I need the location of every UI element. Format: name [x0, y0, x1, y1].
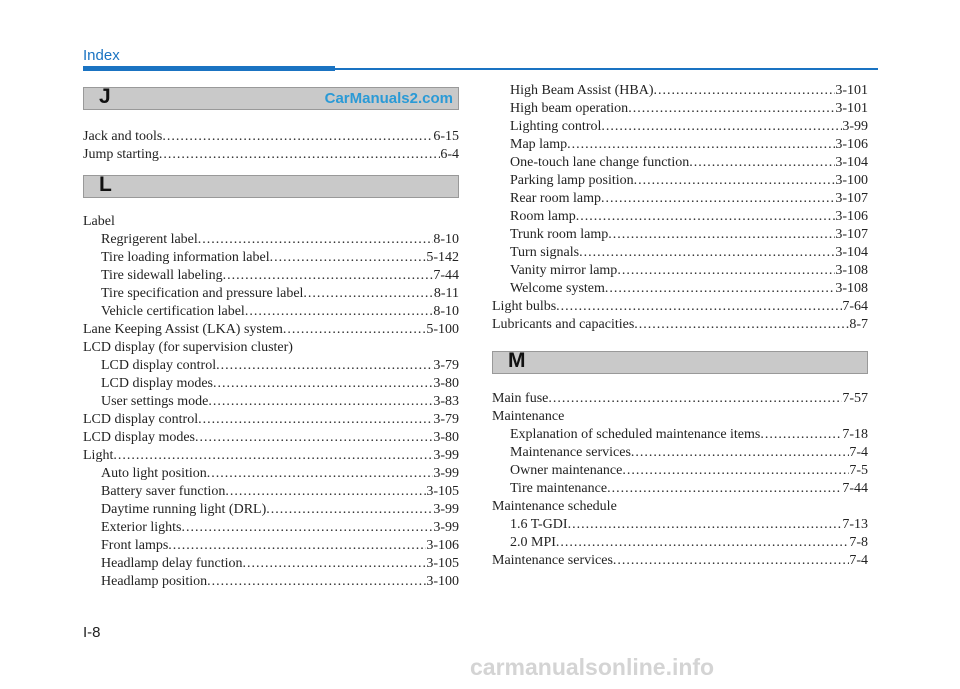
index-subentry	[101, 285, 459, 303]
leader-dots	[568, 516, 843, 534]
leader-dots	[689, 154, 835, 172]
entry-text: User settings mode	[101, 394, 209, 409]
index-entry	[83, 411, 459, 429]
entry-page: 3-79	[433, 358, 459, 373]
entry-page: 8-11	[433, 286, 459, 301]
index-subentry	[510, 82, 868, 100]
index-subentry	[101, 231, 459, 249]
index-subentry	[101, 375, 459, 393]
section-letter: J	[99, 85, 111, 108]
entry-page: 3-100	[426, 574, 459, 589]
entry-page: 3-80	[433, 376, 459, 391]
entry-page: 3-104	[835, 245, 868, 260]
leader-dots	[213, 375, 433, 393]
footer-watermark: carmanualsonline.info	[470, 654, 715, 680]
index-entry	[83, 213, 115, 231]
leader-dots	[283, 321, 426, 339]
entry-text: LCD display modes	[101, 376, 213, 391]
entry-page: 3-99	[433, 448, 459, 463]
entry-text: Lighting control	[510, 119, 602, 134]
index-subentry	[510, 208, 868, 226]
leader-dots	[208, 393, 433, 411]
leader-dots	[608, 226, 835, 244]
entry-page: 7-4	[849, 445, 868, 460]
entry-text: Main fuse	[492, 391, 549, 406]
entry-text: High beam operation	[510, 101, 629, 116]
entry-page: 3-101	[835, 101, 868, 116]
leader-dots	[576, 208, 836, 226]
entry-text: Room lamp	[510, 209, 576, 224]
index-subentry	[510, 280, 868, 298]
entry-page: 5-142	[426, 250, 459, 265]
entry-text: Light	[83, 448, 114, 463]
entry-text: Tire loading information label	[101, 250, 270, 265]
page-number: I-8	[83, 624, 101, 641]
leader-dots	[216, 357, 433, 375]
leader-dots	[162, 128, 433, 146]
entry-page: 3-106	[835, 137, 868, 152]
leader-dots	[760, 426, 842, 444]
entry-page: 3-107	[835, 227, 868, 242]
leader-dots	[567, 136, 835, 154]
leader-dots	[266, 501, 433, 519]
entry-text: Lubricants and capacities	[492, 317, 635, 332]
index-subentry	[510, 100, 868, 118]
entry-page: 3-106	[835, 209, 868, 224]
entry-text: Parking lamp position	[510, 173, 634, 188]
entry-page: 5-100	[426, 322, 459, 337]
entry-page: 7-13	[842, 517, 868, 532]
entry-text: Map lamp	[510, 137, 568, 152]
leader-dots	[270, 249, 427, 267]
index-subentry	[101, 303, 459, 321]
entry-page: 7-57	[842, 391, 868, 406]
entry-page: 7-64	[842, 299, 868, 314]
entry-page: 3-100	[835, 173, 868, 188]
entry-text: Tire sidewall labeling	[101, 268, 223, 283]
leader-dots	[634, 316, 849, 334]
leader-dots	[198, 231, 434, 249]
entry-text: LCD display (for supervision cluster)	[83, 340, 293, 355]
index-subentry	[510, 480, 868, 498]
leader-dots	[631, 444, 849, 462]
entry-text: Trunk room lamp	[510, 227, 609, 242]
entry-text: Rear room lamp	[510, 191, 601, 206]
entry-page: 3-79	[433, 412, 459, 427]
index-subentry	[101, 357, 459, 375]
index-subentry	[510, 136, 868, 154]
entry-text: Headlamp position	[101, 574, 208, 589]
leader-dots	[243, 555, 427, 573]
entry-page: 7-18	[842, 427, 868, 442]
leader-dots	[159, 146, 440, 164]
entry-text: Tire specification and pressure label	[101, 286, 304, 301]
index-subentry	[101, 249, 459, 267]
index-subentry	[101, 555, 459, 573]
entry-text: High Beam Assist (HBA)	[510, 83, 654, 98]
entry-text: Explanation of scheduled maintenance items	[510, 427, 761, 442]
entry-text: Regrigerent label	[101, 232, 198, 247]
leader-dots	[605, 280, 835, 298]
leader-dots	[548, 390, 842, 408]
leader-dots	[168, 537, 426, 555]
entry-text: LCD display control	[101, 358, 217, 373]
leader-dots	[182, 519, 434, 537]
entry-text: Exterior lights	[101, 520, 182, 535]
index-subentry	[101, 573, 459, 591]
leader-dots	[654, 82, 836, 100]
entry-page: 8-10	[433, 304, 459, 319]
leader-dots	[245, 303, 434, 321]
entry-text: Maintenance	[492, 409, 565, 424]
index-entry	[83, 321, 459, 339]
section-header-l	[83, 175, 459, 198]
entry-page: 3-105	[426, 484, 459, 499]
entry-text: Auto light position	[101, 466, 207, 481]
entry-text: Vanity mirror lamp	[510, 263, 618, 278]
entry-page: 3-83	[433, 394, 459, 409]
entry-page: 7-44	[433, 268, 459, 283]
entry-page: 3-108	[835, 281, 868, 296]
index-subentry	[510, 462, 868, 480]
index-entry	[492, 552, 868, 570]
entry-text: Headlamp delay function	[101, 556, 243, 571]
index-subentry	[510, 262, 868, 280]
leader-dots	[223, 267, 434, 285]
index-entry	[492, 298, 868, 316]
leader-dots	[601, 118, 842, 136]
leader-dots	[207, 573, 426, 591]
index-entry	[492, 390, 868, 408]
entry-text: Maintenance schedule	[492, 499, 617, 514]
entry-text: Front lamps	[101, 538, 169, 553]
index-entry	[83, 339, 293, 357]
entry-page: 3-80	[433, 430, 459, 445]
entry-page: 7-4	[849, 553, 868, 568]
entry-text: LCD display control	[83, 412, 199, 427]
entry-page: 6-15	[433, 129, 459, 144]
index-subentry	[510, 244, 868, 262]
section-letter: M	[508, 349, 526, 372]
entry-page: 7-8	[849, 535, 868, 550]
entry-page: 8-7	[849, 317, 868, 332]
index-subentry	[510, 534, 868, 552]
index-subentry	[101, 483, 459, 501]
entry-text: Vehicle certification label	[101, 304, 245, 319]
leader-dots	[225, 483, 426, 501]
index-entry	[492, 498, 617, 516]
index-entry	[83, 429, 459, 447]
entry-page: 3-104	[835, 155, 868, 170]
entry-text: Jack and tools	[83, 129, 163, 144]
index-subentry	[101, 465, 459, 483]
index-subentry	[510, 172, 868, 190]
index-subentry	[510, 118, 868, 136]
entry-text: One-touch lane change function	[510, 155, 690, 170]
index-entry	[492, 408, 564, 426]
entry-page: 3-99	[842, 119, 868, 134]
index-entry	[83, 447, 459, 465]
section-header-m	[492, 351, 868, 374]
page-header-title: Index	[83, 47, 120, 64]
index-subentry	[510, 226, 868, 244]
header-rule	[335, 68, 878, 70]
entry-text: Light bulbs	[492, 299, 557, 314]
index-subentry	[101, 519, 459, 537]
leader-dots	[634, 172, 836, 190]
entry-text: Jump starting	[83, 147, 159, 162]
leader-dots	[607, 480, 842, 498]
entry-text: Lane Keeping Assist (LKA) system	[83, 322, 283, 337]
entry-page: 3-99	[433, 466, 459, 481]
entry-page: 3-107	[835, 191, 868, 206]
index-subentry	[101, 393, 459, 411]
index-subentry	[510, 516, 868, 534]
section-letter: L	[99, 173, 112, 196]
leader-dots	[195, 429, 433, 447]
entry-page: 3-99	[433, 520, 459, 535]
index-entry	[492, 316, 868, 334]
entry-text: Turn signals	[510, 245, 580, 260]
leader-dots	[617, 262, 835, 280]
entry-page: 3-105	[426, 556, 459, 571]
entry-page: 3-99	[433, 502, 459, 517]
entry-text: Daytime running light (DRL)	[101, 502, 267, 517]
entry-page: 3-106	[426, 538, 459, 553]
index-subentry	[510, 426, 868, 444]
entry-page: 6-4	[440, 147, 459, 162]
leader-dots	[622, 462, 849, 480]
leader-dots	[556, 534, 849, 552]
leader-dots	[601, 190, 835, 208]
section-header-j	[83, 87, 459, 110]
entry-page: 3-101	[835, 83, 868, 98]
entry-page: 7-5	[849, 463, 868, 478]
entry-page: 8-10	[433, 232, 459, 247]
leader-dots	[198, 411, 433, 429]
entry-page: 7-44	[842, 481, 868, 496]
index-subentry	[510, 190, 868, 208]
leader-dots	[556, 298, 842, 316]
watermark: CarManuals2.com	[324, 90, 453, 107]
entry-text: Owner maintenance	[510, 463, 623, 478]
entry-text: Maintenance services	[492, 553, 613, 568]
leader-dots	[628, 100, 835, 118]
leader-dots	[303, 285, 433, 303]
leader-dots	[579, 244, 835, 262]
index-entry	[83, 128, 459, 146]
entry-text: Tire maintenance	[510, 481, 608, 496]
leader-dots	[207, 465, 434, 483]
header-accent-bar	[83, 66, 335, 71]
entry-text: 1.6 T-GDI	[510, 517, 568, 532]
index-subentry	[101, 267, 459, 285]
entry-text: Maintenance services	[510, 445, 631, 460]
entry-text: Welcome system	[510, 281, 605, 296]
entry-text: LCD display modes	[83, 430, 195, 445]
leader-dots	[113, 447, 433, 465]
entry-text: 2.0 MPI	[510, 535, 556, 550]
index-subentry	[101, 501, 459, 519]
index-subentry	[510, 444, 868, 462]
entry-text: Battery saver function	[101, 484, 226, 499]
index-subentry	[101, 537, 459, 555]
leader-dots	[613, 552, 849, 570]
entry-page: 3-108	[835, 263, 868, 278]
index-entry	[83, 146, 459, 164]
index-subentry	[510, 154, 868, 172]
entry-text: Label	[83, 214, 115, 229]
